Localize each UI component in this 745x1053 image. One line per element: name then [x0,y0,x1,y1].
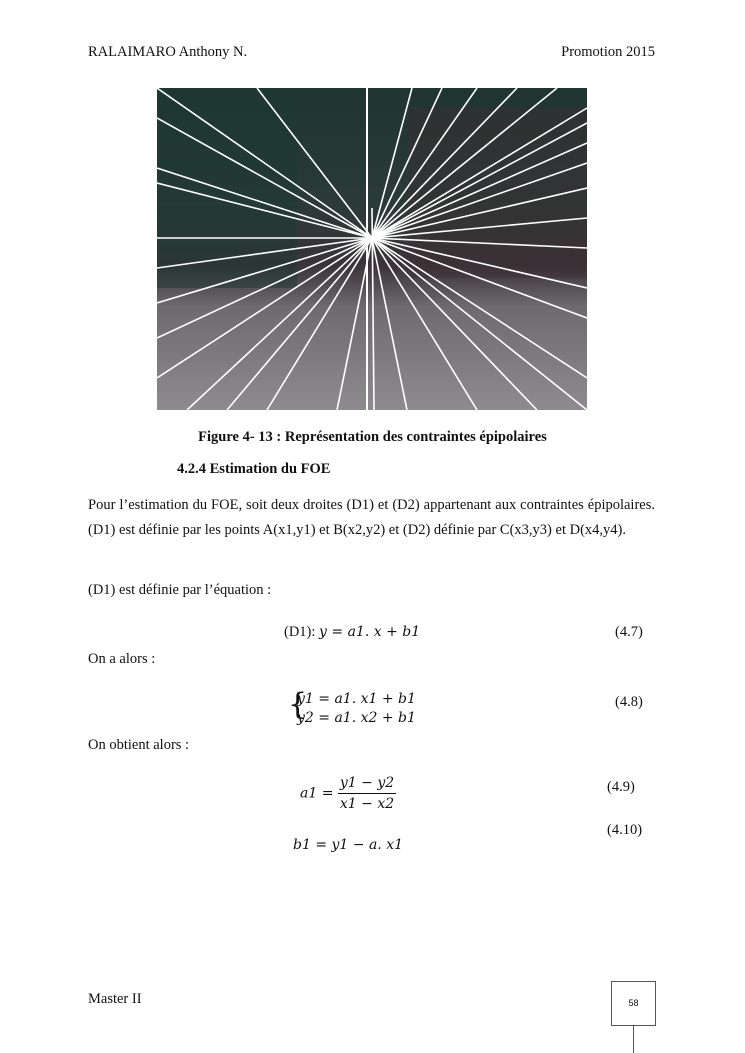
header-promotion: Promotion 2015 [561,44,655,60]
footer-label: Master II [88,991,142,1007]
epipolar-figure-image [157,88,587,410]
equation-4-9 [300,775,396,812]
section-heading: 4.2.4 Estimation du FOE [177,461,331,477]
equation-expression: y = a1. x + b1 [319,624,421,640]
page-number: 58 [611,981,656,1026]
header-author: RALAIMARO Anthony N. [88,44,248,60]
figure-caption: Figure 4- 13 : Représentation des contraintes épipolaires [198,429,547,445]
equation-prefix: (D1): [284,624,320,640]
equation-number: (4.9) [607,779,635,795]
equation-4-7 [284,624,420,641]
equation-number: (4.10) [607,822,643,838]
body-paragraph: (D1) est définie par l’équation : [88,582,272,598]
body-paragraph: On obtient alors : [88,737,190,753]
body-paragraph: On a alors : [88,651,156,667]
body-paragraph: Pour l’estimation du FOE, soit deux droites (D1) et (D2) appartenant aux contraintes épipolaires. (D1) est définie par les points A(x1,y1) et B(x2,y2) et (D2) définie par C(x3,y3) et D(x4,y4). [88,497,655,538]
fraction-numerator: y1 − y2 [338,775,396,794]
epipolar-lines-photo [157,88,587,410]
brace-symbol: { [288,687,308,722]
equation-line: y1 = a1. x1 + b1 [297,691,416,707]
equation-line: y2 = a1. x2 + b1 [297,710,416,726]
page-number-tick [633,1025,634,1053]
fraction [338,775,396,812]
equation-number: (4.7) [615,624,643,640]
fraction-denominator: x1 − x2 [339,796,395,812]
equation-number: (4.8) [615,694,643,710]
equation-4-10: b1 = y1 − a. x1 [293,837,403,853]
equation-lhs: a1 = [300,785,334,802]
